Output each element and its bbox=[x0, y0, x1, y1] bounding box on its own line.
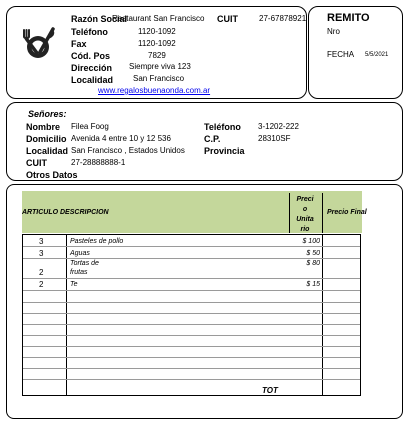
senores-label: Señores: bbox=[28, 109, 67, 119]
row-gridline bbox=[23, 246, 360, 247]
company-direccion-value: Siempre viva 123 bbox=[129, 62, 191, 71]
row-price: $ 50 bbox=[306, 250, 320, 257]
razon-social-label: Razón Social bbox=[71, 14, 128, 24]
row-gridline bbox=[23, 368, 360, 369]
company-fax-value: 1120-1092 bbox=[138, 39, 176, 48]
row-gridline bbox=[23, 313, 360, 314]
col-precio-line1: Preci bbox=[296, 196, 314, 203]
client-localidad-value: San Francisco , Estados Unidos bbox=[71, 146, 185, 155]
client-otros-label: Otros Datos bbox=[26, 170, 78, 180]
total-label: TOT bbox=[262, 386, 278, 395]
col-descripcion-header: DESCRIPCION bbox=[60, 209, 109, 216]
company-website-link[interactable]: www.regalosbuenaonda.com.ar bbox=[98, 86, 211, 95]
company-cuit-value: 27-67878921 bbox=[259, 14, 307, 23]
row-desc: Te bbox=[70, 281, 78, 288]
client-cp-value: 28310SF bbox=[258, 134, 291, 143]
client-provincia-label: Provincia bbox=[204, 146, 245, 156]
row-gridline bbox=[23, 379, 360, 380]
row-price: $ 15 bbox=[306, 281, 320, 288]
fork-knife-plate-icon bbox=[16, 24, 60, 68]
row-gridline bbox=[23, 258, 360, 259]
col-precio-line4: rio bbox=[300, 226, 310, 233]
company-direccion-label: Dirección bbox=[71, 63, 113, 73]
row-qty: 3 bbox=[39, 249, 44, 258]
row-qty: 2 bbox=[39, 268, 44, 277]
company-telefono-label: Teléfono bbox=[71, 27, 108, 37]
col-precio-unitario-header bbox=[289, 195, 321, 235]
row-gridline bbox=[23, 302, 360, 303]
client-nombre-value: Filea Foog bbox=[71, 122, 109, 131]
client-cp-label: C.P. bbox=[204, 134, 221, 144]
company-codpos-value: 7829 bbox=[148, 51, 166, 60]
row-qty: 3 bbox=[39, 237, 44, 246]
client-cuit-value: 27-28888888-1 bbox=[71, 158, 126, 167]
col-precio-final-header: Precio Final bbox=[327, 209, 367, 216]
client-domicilio-label: Domicilio bbox=[26, 134, 67, 144]
company-telefono-value: 1120-1092 bbox=[138, 27, 176, 36]
client-localidad-label: Localidad bbox=[26, 146, 69, 156]
col-precio-line3: Unita bbox=[296, 216, 314, 223]
row-gridline bbox=[23, 357, 360, 358]
row-gridline bbox=[23, 335, 360, 336]
company-codpos-label: Cód. Pos bbox=[71, 51, 111, 61]
client-cuit-label: CUIT bbox=[26, 158, 47, 168]
row-desc: Tortas de bbox=[70, 260, 99, 267]
header-divider-final bbox=[322, 193, 323, 233]
row-price: $ 100 bbox=[302, 238, 320, 245]
company-localidad-value: San Francisco bbox=[133, 74, 185, 83]
remito-fecha-value: 5/5/2021 bbox=[365, 52, 389, 58]
header-divider-precio bbox=[289, 193, 290, 233]
row-desc-line2: frutas bbox=[70, 269, 88, 276]
col-precio-line2: o bbox=[302, 206, 308, 213]
client-telefono-label: Teléfono bbox=[204, 122, 241, 132]
row-desc: Pasteles de pollo bbox=[70, 238, 124, 245]
remito-nro-label: Nro bbox=[327, 27, 340, 36]
company-localidad-label: Localidad bbox=[71, 75, 114, 85]
col-articulo-header: ARTICULO bbox=[22, 209, 59, 216]
restaurant-logo bbox=[16, 24, 60, 68]
row-desc: Aguas bbox=[70, 250, 90, 257]
row-gridline bbox=[23, 290, 360, 291]
row-gridline bbox=[23, 278, 360, 279]
client-nombre-label: Nombre bbox=[26, 122, 61, 132]
company-cuit-label: CUIT bbox=[217, 14, 238, 24]
company-fax-label: Fax bbox=[71, 39, 87, 49]
razon-social-value: Restaurant San Francisco bbox=[112, 14, 205, 23]
remito-title: REMITO bbox=[327, 12, 370, 24]
remito-fecha-label: FECHA bbox=[327, 50, 355, 59]
row-price: $ 80 bbox=[306, 260, 320, 267]
row-gridline bbox=[23, 346, 360, 347]
client-domicilio-value: Avenida 4 entre 10 y 12 536 bbox=[71, 134, 171, 143]
client-telefono-value: 3-1202-222 bbox=[258, 122, 299, 131]
row-qty: 2 bbox=[39, 280, 44, 289]
row-gridline bbox=[23, 324, 360, 325]
